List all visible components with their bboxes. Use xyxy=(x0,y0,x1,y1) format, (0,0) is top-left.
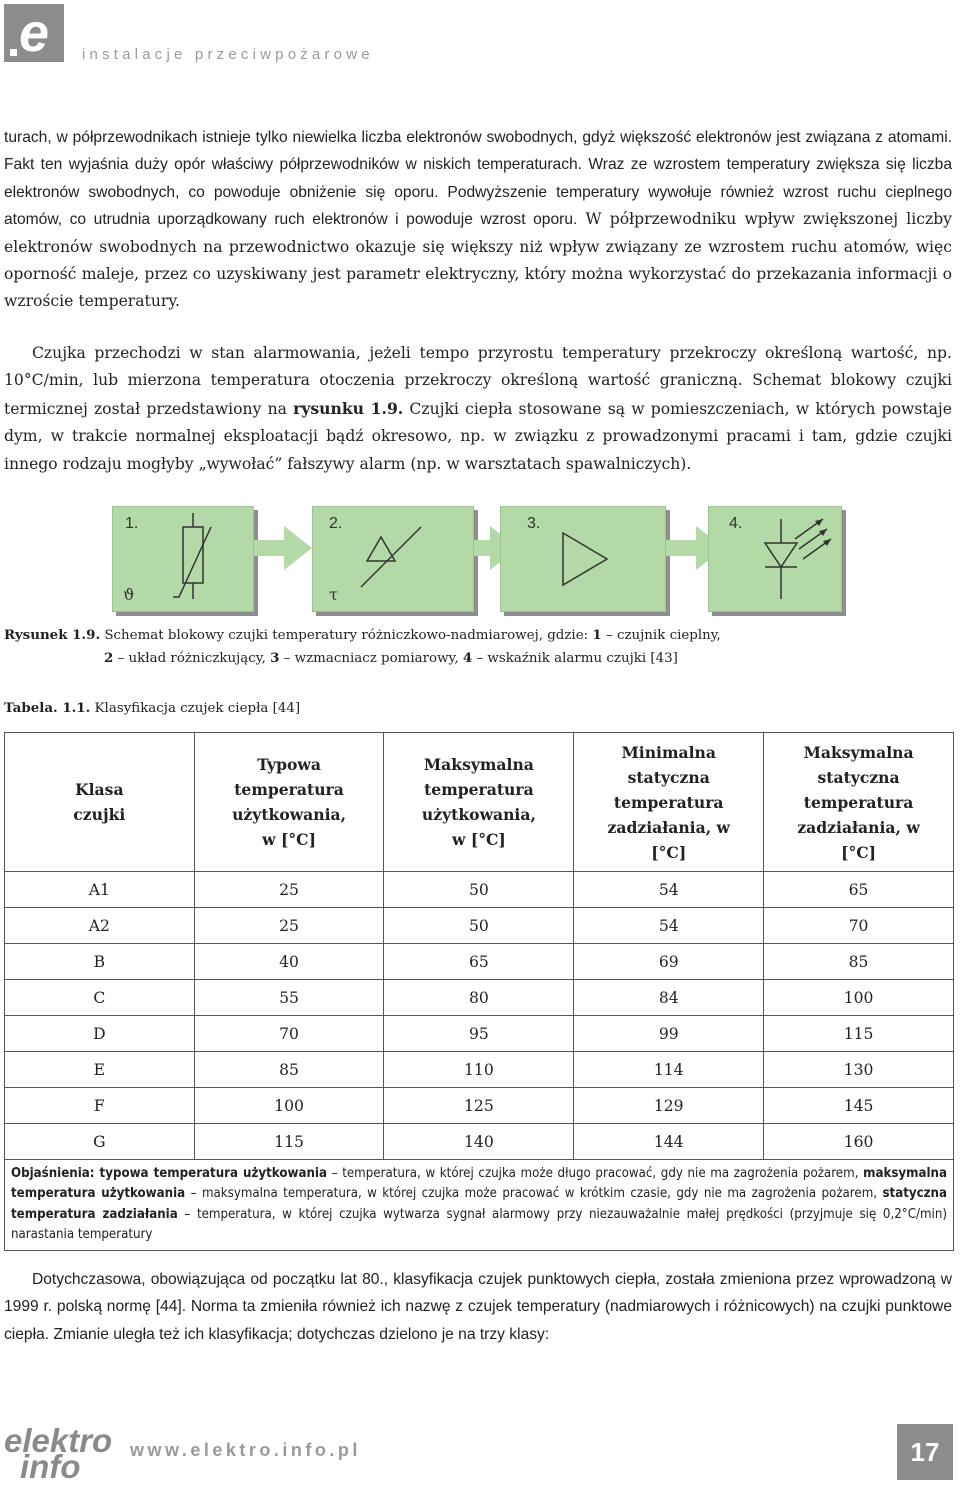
arrow-2-shaft xyxy=(474,540,490,556)
header-cell: Maksymalna temperatura użytkowania, w [°C] xyxy=(384,733,574,872)
table-cell: 129 xyxy=(574,1088,764,1124)
table-note xyxy=(5,1160,954,1251)
amplifier-icon xyxy=(561,531,611,587)
table-cell: E xyxy=(5,1052,195,1088)
note-term: maksymalna temperatura użytkowania xyxy=(11,1166,948,1202)
logo-line-2: info xyxy=(20,1448,81,1485)
table-cell: 25 xyxy=(194,872,384,908)
table-row xyxy=(5,872,954,908)
figure-label: Rysunek 1.9. xyxy=(4,627,101,643)
table-cell: 160 xyxy=(764,1124,954,1160)
table-cell: 25 xyxy=(194,908,384,944)
paragraph-1-part-1: turach, w półprzewodnikach istnieje tylko niewielka liczba elektronów swobodnych, gdyż większość elektronów jest związana z atomami. Fakt ten wyjaśnia duży opór właściwy półprzewodników w niskich temperaturach. Wraz ze wzrostem temperatury zwiększa się liczba elektronów swobodnych, co powoduje obniżenie się oporu. Podwyższenie temperatury wywołuje również wzrost ruchu cieplnego atomów, co utrudnia uporządkowany ruch elektronów i powoduje wzrost oporu. xyxy=(4,129,952,229)
table-row xyxy=(5,1124,954,1160)
arrow-3-shaft xyxy=(666,540,696,556)
arrow-1-shaft xyxy=(254,540,284,556)
table-cell: 70 xyxy=(194,1016,384,1052)
table-cell: 130 xyxy=(764,1052,954,1088)
table-cell: 54 xyxy=(574,872,764,908)
website-url[interactable]: www.elektro.info.pl xyxy=(130,1440,361,1460)
table-cell: 99 xyxy=(574,1016,764,1052)
logo-dot xyxy=(10,49,17,56)
table-row xyxy=(5,944,954,980)
caption-number: 4 xyxy=(462,650,473,666)
table-header-row xyxy=(5,733,954,872)
block-diagram xyxy=(0,500,960,620)
figure-reference: rysunku 1.9. xyxy=(293,398,404,418)
logo-letter: e xyxy=(18,3,50,63)
table-label: Tabela. 1.1. xyxy=(4,700,91,716)
block-number: 4. xyxy=(729,515,743,532)
table-cell: 115 xyxy=(764,1016,954,1052)
block-number: 2. xyxy=(329,515,343,532)
caption-number: 1 xyxy=(592,627,602,643)
table-cell: 114 xyxy=(574,1052,764,1088)
page-number: 17 xyxy=(897,1424,953,1480)
header-cell: Klasa czujki xyxy=(5,733,195,872)
paragraph-3-text: Dotychczasowa, obowiązująca od początku lat 80., klasyfikacja czujek punktowych ciepła, została zmieniona przez wprowadzoną w 1999 r. polską normę [44]. Norma ta zmieniła również ich nazwę z czujek temperatury (nadmiarowych i różnicowych) na czujki punktowe ciepła. Zmianie uległa też ich klasyfikacja; dotychczas dzielono je na trzy klasy: xyxy=(4,1271,952,1343)
table-cell: D xyxy=(5,1016,195,1052)
logo-line-1: elektro xyxy=(4,1422,113,1459)
table-note-row xyxy=(5,1160,954,1251)
classification-table xyxy=(4,732,954,1251)
table-cell: G xyxy=(5,1124,195,1160)
table-cell: 69 xyxy=(574,944,764,980)
note-text: – temperatura, w której czujka może długo pracować, gdy nie ma zagrożenia pożarem, xyxy=(326,1166,864,1181)
paragraph-2-part-2: Czujki ciepła stosowane są w pomieszczeniach, w których powstaje dym, w trakcie normalnej eksploatacji bądź okresowo, np. w związku z prowadzonymi pracami i tam, gdzie czujki innego rodzaju mogłyby „wywołać” fałszywy alarm (np. w warsztatach spawalniczych). xyxy=(4,399,952,473)
note-text: – temperatura, w której czujka wytwarza sygnał alarmowy przy niezauważalnie małej prędkości (przyjmuje się 0,2°C/min) narastania temperatury xyxy=(11,1206,947,1243)
table-cell: 85 xyxy=(194,1052,384,1088)
note-text: – maksymalna temperatura, w której czujka może pracować w krótkim czasie, gdy nie ma zagrożenia pożarem, xyxy=(185,1186,883,1202)
arrow-1-head xyxy=(284,526,312,570)
table-cell: 40 xyxy=(194,944,384,980)
paragraph-1-part-2: W półprzewodniku wpływ zwiększonej liczby elektronów swobodnych na przewodnictwo okazuje się większy niż wpływ związany ze wzrostem ruchu atomów, więc oporność maleje, przez co uzyskiwany jest parametr elektryczny, który można wykorzystać do przekazania informacji o wzroście temperatury. xyxy=(4,210,952,311)
table-row xyxy=(5,1088,954,1124)
block-amplifier xyxy=(500,506,666,612)
table-cell: 95 xyxy=(384,1016,574,1052)
caption-text: – czujnik cieplny, xyxy=(601,628,721,643)
table-row xyxy=(5,980,954,1016)
table-cell: 55 xyxy=(194,980,384,1016)
caption-text: – wskaźnik alarmu czujki [43] xyxy=(472,651,678,666)
header-cell: Typowa temperatura użytkowania, w [°C] xyxy=(194,733,384,872)
figure-caption xyxy=(4,624,954,670)
differentiator-icon xyxy=(359,525,423,589)
note-term: statyczna temperatura zadziałania xyxy=(11,1186,947,1222)
time-constant-symbol: τ xyxy=(329,585,338,604)
caption-text: Schemat blokowy czujki temperatury różniczkowo-nadmiarowej, gdzie: xyxy=(100,628,593,643)
temperature-symbol: ϑ xyxy=(123,585,135,604)
led-icon xyxy=(759,513,837,605)
block-number: 3. xyxy=(527,515,541,532)
table-cell: C xyxy=(5,980,195,1016)
header-cell: Maksymalna statyczna temperatura zadziałania, w [°C] xyxy=(764,733,954,872)
paragraph-1 xyxy=(4,124,952,316)
table-title-text: Klasyfikacja czujek ciepła [44] xyxy=(90,701,301,716)
table-row xyxy=(5,1016,954,1052)
paragraph-3 xyxy=(4,1266,952,1348)
table-cell: B xyxy=(5,944,195,980)
block-number: 1. xyxy=(125,515,139,532)
table-cell: 50 xyxy=(384,872,574,908)
table-cell: 145 xyxy=(764,1088,954,1124)
table-cell: 70 xyxy=(764,908,954,944)
table-cell: 100 xyxy=(764,980,954,1016)
paragraph-2-part-1: Czujka przechodzi w stan alarmowania, jeżeli tempo przyrostu temperatury przekroczy określoną wartość, np. 10°C/min, lub mierzona temperatura otoczenia przekroczy określoną wartość graniczną. Schemat blokowy czujki termicznej został przedstawiony na xyxy=(4,344,952,418)
caption-text: – układ różniczkujący, xyxy=(113,651,271,666)
table-cell: 65 xyxy=(384,944,574,980)
magazine-logo xyxy=(4,4,64,62)
table-cell: 54 xyxy=(574,908,764,944)
header-cell: Minimalna statyczna temperatura zadziałania, w [°C] xyxy=(574,733,764,872)
table-cell: 115 xyxy=(194,1124,384,1160)
table-row xyxy=(5,908,954,944)
block-differentiator xyxy=(312,506,474,612)
table-cell: 84 xyxy=(574,980,764,1016)
table-cell: A2 xyxy=(5,908,195,944)
table-cell: A1 xyxy=(5,872,195,908)
table-cell: 144 xyxy=(574,1124,764,1160)
table-cell: 80 xyxy=(384,980,574,1016)
table-row xyxy=(5,1052,954,1088)
table-cell: F xyxy=(5,1088,195,1124)
caption-text: – wzmacniacz pomiarowy, xyxy=(279,651,463,666)
block-alarm-indicator xyxy=(708,506,842,612)
table-cell: 85 xyxy=(764,944,954,980)
caption-number: 3 xyxy=(270,650,280,666)
block-sensor xyxy=(112,506,254,612)
table-cell: 65 xyxy=(764,872,954,908)
table-cell: 110 xyxy=(384,1052,574,1088)
caption-number: 2 xyxy=(104,650,114,666)
section-title: instalacje przeciwpożarowe xyxy=(82,46,374,63)
thermistor-icon xyxy=(165,513,225,605)
table-cell: 125 xyxy=(384,1088,574,1124)
table-title xyxy=(4,700,300,716)
table-cell: 140 xyxy=(384,1124,574,1160)
table-cell: 50 xyxy=(384,908,574,944)
table-cell: 100 xyxy=(194,1088,384,1124)
note-term: Objaśnienia: typowa temperatura użytkowania xyxy=(11,1166,327,1181)
elektro-info-logo xyxy=(4,1422,113,1485)
paragraph-2 xyxy=(4,340,952,478)
